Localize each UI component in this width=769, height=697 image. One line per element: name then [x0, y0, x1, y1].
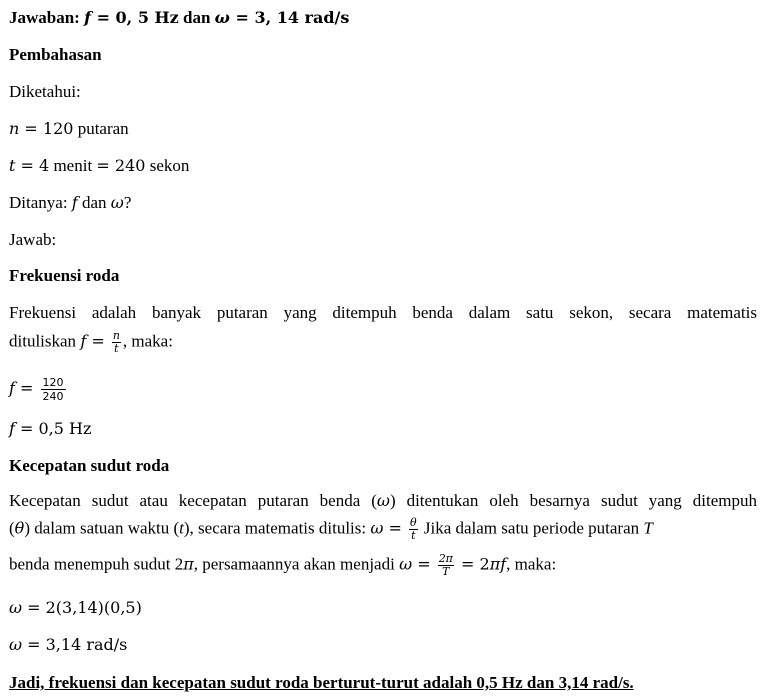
- omega-line2-num: θ: [409, 516, 417, 529]
- freq-calc2-var: f: [9, 419, 15, 438]
- omega-calc1: [9, 598, 142, 618]
- known-n-text: putaran: [73, 119, 129, 138]
- answer-mid: dan: [178, 8, 215, 27]
- omega-line3-pre: benda menempuh sudut 2: [9, 554, 184, 574]
- freq-formula-eq: =: [86, 331, 110, 351]
- omega-line2-fraction: [409, 517, 418, 542]
- omega-line3-fraction: [438, 553, 454, 578]
- known-t-text2: sekon: [145, 156, 190, 175]
- known-t-eq: = 4: [15, 156, 50, 175]
- omega-line1-post: ) ditentukan oleh besarnya sudut yang ditempuh: [389, 491, 757, 510]
- omega-line3-pif: πf: [489, 554, 507, 574]
- freq-calc1: [9, 376, 68, 403]
- omega-para-line1: [9, 491, 757, 511]
- freq-para-pre: dituliskan: [9, 331, 81, 351]
- omega-calc2: [9, 635, 127, 655]
- freq-formula-fraction: [112, 330, 121, 355]
- omega-line3-den: T: [442, 565, 450, 578]
- freq-para-line2: [9, 330, 173, 355]
- omega-calc2-eq: = 3,14 rad/s: [22, 635, 128, 654]
- omega-line2-theta: θ: [14, 518, 25, 538]
- answer-label: Jawab:: [9, 230, 57, 249]
- freq-calc1-num: 120: [42, 376, 64, 389]
- omega-line3-eq2: = 2: [455, 554, 490, 574]
- omega-line3-w: ω: [399, 554, 413, 574]
- freq-calc2-eq: = 0,5 Hz: [14, 419, 92, 438]
- known-n-var: n: [9, 119, 20, 138]
- answer-w-value: = 3, 14 rad/s: [229, 8, 350, 27]
- omega-line3-post: , maka:: [506, 554, 557, 574]
- omega-line3-mid: , persamaannya akan menjadi: [193, 554, 400, 574]
- omega-line2-den: t: [411, 529, 416, 542]
- omega-line2-T: T: [643, 518, 653, 538]
- heading-angular-velocity: Kecepatan sudut roda: [9, 456, 170, 475]
- asked-line: [9, 193, 131, 213]
- freq-para-line1: Frekuensi adalah banyak putaran yang ditempuh benda dalam satu sekon, secara matematis: [9, 303, 757, 322]
- known-n: [9, 119, 129, 139]
- freq-calc1-fraction: [41, 376, 66, 403]
- known-t-var: t: [9, 156, 16, 175]
- omega-line2-eq: =: [383, 518, 407, 538]
- answer-f-value: = 0, 5 Hz: [91, 8, 179, 27]
- asked-text3: ?: [123, 193, 132, 212]
- freq-formula-var: f: [80, 331, 87, 351]
- answer-line: [9, 8, 349, 28]
- omega-line1-w: ω: [376, 491, 390, 510]
- omega-line2-t: t: [179, 518, 184, 538]
- omega-line3-num: 2π: [438, 552, 453, 565]
- omega-calc1-w: ω: [9, 598, 23, 617]
- asked-text2: dan: [77, 193, 111, 212]
- omega-line3-pi: π: [183, 554, 194, 574]
- asked-w: ω: [110, 193, 124, 212]
- omega-calc2-w: ω: [9, 635, 23, 654]
- answer-f-var: f: [84, 8, 91, 27]
- omega-line2-pre: (: [9, 518, 15, 538]
- known-label: Diketahui:: [9, 82, 81, 101]
- omega-line2-post: Jika dalam satu periode putaran: [419, 518, 644, 538]
- omega-line2-mid: ) dalam satuan waktu (: [24, 518, 180, 538]
- asked-f: f: [71, 193, 78, 212]
- omega-line1-pre: Kecepatan sudut atau kecepatan putaran benda (: [9, 491, 377, 510]
- heading-discussion: Pembahasan: [9, 45, 102, 64]
- known-n-eq: = 120: [19, 119, 74, 138]
- freq-calc1-den: 240: [42, 390, 64, 403]
- omega-para-line2: [9, 517, 757, 542]
- answer-prefix: Jawaban:: [9, 8, 85, 27]
- known-t-eq2: = 240: [96, 156, 146, 175]
- freq-formula-den: t: [114, 342, 119, 355]
- omega-calc1-eq: = 2(3,14)(0,5): [22, 598, 142, 617]
- omega-para-line3: [9, 553, 556, 578]
- heading-frequency: Frekuensi roda: [9, 266, 120, 285]
- freq-calc1-var: f: [9, 378, 15, 398]
- omega-line2-mid2: ), secara matematis ditulis:: [183, 518, 371, 538]
- asked-text1: Ditanya:: [9, 193, 72, 212]
- freq-para-post: , maka:: [122, 331, 173, 351]
- omega-line2-w: ω: [370, 518, 384, 538]
- answer-w-var: ω: [214, 8, 230, 27]
- omega-line3-eq: =: [412, 554, 436, 574]
- freq-calc2: [9, 419, 91, 439]
- freq-formula-num: n: [112, 329, 120, 342]
- known-t: [9, 156, 189, 176]
- freq-calc1-eq: =: [14, 378, 39, 398]
- known-t-text1: menit: [49, 156, 97, 175]
- conclusion: Jadi, frekuensi dan kecepatan sudut roda berturut-turut adalah 0,5 Hz dan 3,14 rad/s.: [9, 673, 634, 692]
